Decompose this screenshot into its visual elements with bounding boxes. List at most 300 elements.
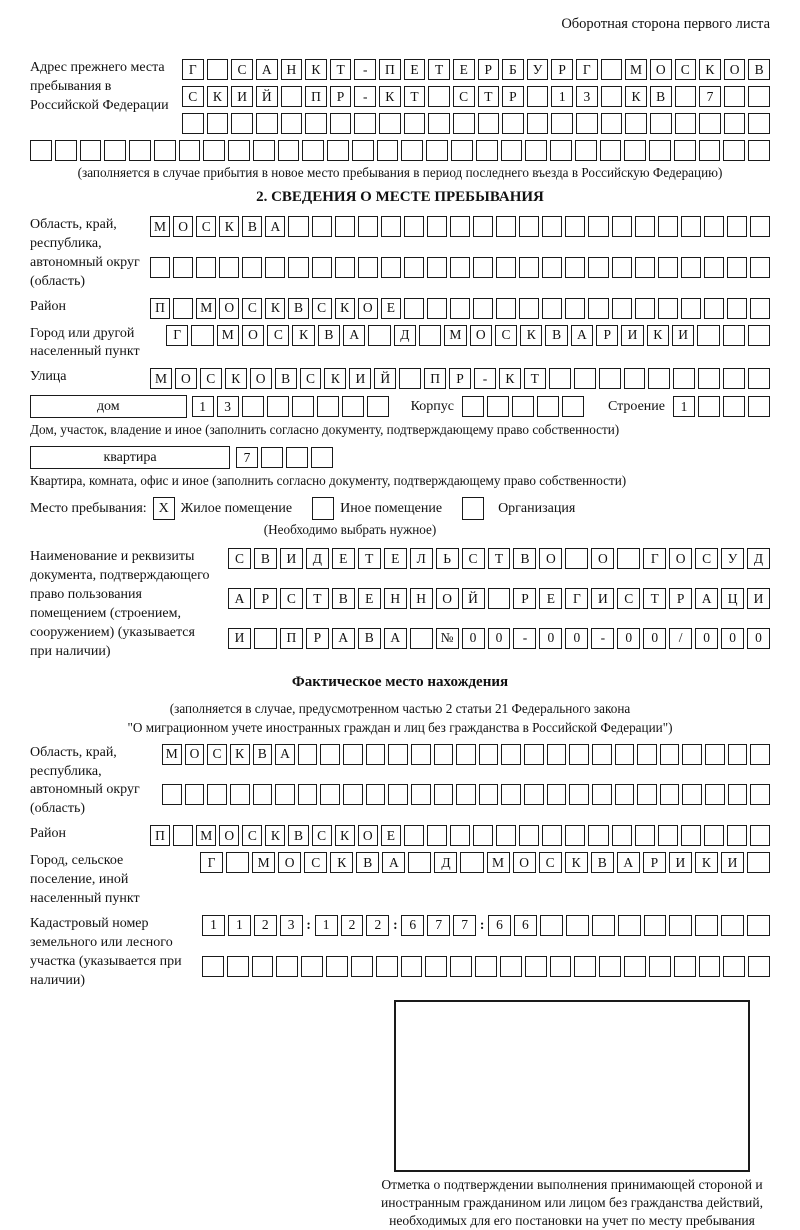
- char-cell[interactable]: [519, 257, 539, 278]
- char-cell[interactable]: Г: [182, 59, 204, 80]
- char-cell[interactable]: 6: [488, 915, 511, 936]
- char-cell[interactable]: О: [358, 298, 378, 319]
- char-cell[interactable]: [207, 59, 229, 80]
- char-cell[interactable]: А: [275, 744, 295, 765]
- char-cell[interactable]: [500, 956, 522, 977]
- char-cell[interactable]: -: [474, 368, 496, 389]
- char-cell[interactable]: Р: [596, 325, 618, 346]
- char-cell[interactable]: [388, 784, 408, 805]
- char-cell[interactable]: Р: [513, 588, 536, 609]
- char-cell[interactable]: [150, 257, 170, 278]
- char-cell[interactable]: Е: [453, 59, 475, 80]
- char-cell[interactable]: [276, 956, 298, 977]
- char-cell[interactable]: [750, 784, 770, 805]
- char-cell[interactable]: [242, 396, 264, 417]
- char-cell[interactable]: [704, 257, 724, 278]
- char-cell[interactable]: [704, 216, 724, 237]
- char-cell[interactable]: А: [695, 588, 718, 609]
- char-cell[interactable]: К: [699, 59, 721, 80]
- char-cell[interactable]: [592, 915, 615, 936]
- char-cell[interactable]: [408, 852, 431, 873]
- char-cell[interactable]: [425, 956, 447, 977]
- char-cell[interactable]: С: [200, 368, 222, 389]
- char-cell[interactable]: М: [162, 744, 182, 765]
- char-cell[interactable]: [674, 140, 696, 161]
- char-cell[interactable]: [542, 825, 562, 846]
- char-cell[interactable]: А: [617, 852, 640, 873]
- char-cell[interactable]: П: [305, 86, 327, 107]
- char-cell[interactable]: О: [219, 298, 239, 319]
- char-cell[interactable]: О: [669, 548, 692, 569]
- char-cell[interactable]: С: [495, 325, 517, 346]
- char-cell[interactable]: [612, 216, 632, 237]
- char-cell[interactable]: [252, 956, 274, 977]
- char-cell[interactable]: -: [354, 59, 376, 80]
- char-cell[interactable]: [320, 784, 340, 805]
- char-cell[interactable]: [537, 396, 559, 417]
- char-cell[interactable]: К: [305, 59, 327, 80]
- char-cell[interactable]: И: [747, 588, 770, 609]
- char-cell[interactable]: [723, 325, 745, 346]
- char-cell[interactable]: [635, 298, 655, 319]
- char-cell[interactable]: [320, 744, 340, 765]
- char-cell[interactable]: [637, 744, 657, 765]
- char-cell[interactable]: [728, 784, 748, 805]
- char-cell[interactable]: [354, 113, 376, 134]
- char-cell[interactable]: 6: [514, 915, 537, 936]
- char-cell[interactable]: [404, 825, 424, 846]
- char-cell[interactable]: С: [182, 86, 204, 107]
- char-cell[interactable]: [699, 956, 721, 977]
- char-cell[interactable]: [748, 956, 770, 977]
- char-cell[interactable]: К: [647, 325, 669, 346]
- char-cell[interactable]: Г: [565, 588, 588, 609]
- char-cell[interactable]: М: [444, 325, 466, 346]
- char-cell[interactable]: [588, 257, 608, 278]
- char-cell[interactable]: А: [256, 59, 278, 80]
- char-cell[interactable]: [335, 257, 355, 278]
- char-cell[interactable]: [456, 784, 476, 805]
- char-cell[interactable]: [191, 325, 213, 346]
- char-cell[interactable]: [476, 140, 498, 161]
- char-cell[interactable]: [551, 113, 573, 134]
- char-cell[interactable]: [675, 86, 697, 107]
- char-cell[interactable]: В: [253, 744, 273, 765]
- char-cell[interactable]: Д: [306, 548, 329, 569]
- char-cell[interactable]: [675, 113, 697, 134]
- char-cell[interactable]: [479, 744, 499, 765]
- char-cell[interactable]: [281, 86, 303, 107]
- char-cell[interactable]: [404, 216, 424, 237]
- char-cell[interactable]: П: [280, 628, 303, 649]
- char-cell[interactable]: [660, 744, 680, 765]
- char-cell[interactable]: Р: [478, 59, 500, 80]
- char-cell[interactable]: С: [196, 216, 216, 237]
- char-cell[interactable]: Т: [306, 588, 329, 609]
- char-cell[interactable]: [601, 113, 623, 134]
- char-cell[interactable]: 0: [617, 628, 640, 649]
- char-cell[interactable]: И: [280, 548, 303, 569]
- char-cell[interactable]: К: [230, 744, 250, 765]
- char-cell[interactable]: [450, 216, 470, 237]
- char-cell[interactable]: В: [545, 325, 567, 346]
- char-cell[interactable]: [624, 140, 646, 161]
- char-cell[interactable]: В: [288, 298, 308, 319]
- char-cell[interactable]: [565, 825, 585, 846]
- char-cell[interactable]: К: [207, 86, 229, 107]
- char-cell[interactable]: [748, 325, 770, 346]
- char-cell[interactable]: [173, 298, 193, 319]
- char-cell[interactable]: [379, 113, 401, 134]
- char-cell[interactable]: [635, 825, 655, 846]
- char-cell[interactable]: [388, 744, 408, 765]
- char-cell[interactable]: [574, 368, 596, 389]
- char-cell[interactable]: [343, 744, 363, 765]
- char-cell[interactable]: [542, 216, 562, 237]
- char-cell[interactable]: [674, 956, 696, 977]
- char-cell[interactable]: 1: [673, 396, 695, 417]
- char-cell[interactable]: [479, 784, 499, 805]
- char-cell[interactable]: [286, 447, 308, 468]
- char-cell[interactable]: [658, 825, 678, 846]
- char-cell[interactable]: 0: [488, 628, 511, 649]
- char-cell[interactable]: [253, 784, 273, 805]
- char-cell[interactable]: [747, 915, 770, 936]
- char-cell[interactable]: [428, 86, 450, 107]
- char-cell[interactable]: [728, 744, 748, 765]
- char-cell[interactable]: 0: [695, 628, 718, 649]
- char-cell[interactable]: [278, 140, 300, 161]
- char-cell[interactable]: К: [379, 86, 401, 107]
- char-cell[interactable]: [311, 447, 333, 468]
- char-cell[interactable]: Т: [643, 588, 666, 609]
- char-cell[interactable]: [267, 396, 289, 417]
- char-cell[interactable]: [227, 956, 249, 977]
- char-cell[interactable]: [550, 956, 572, 977]
- char-cell[interactable]: О: [175, 368, 197, 389]
- char-cell[interactable]: [637, 784, 657, 805]
- char-cell[interactable]: И: [672, 325, 694, 346]
- char-cell[interactable]: С: [617, 588, 640, 609]
- char-cell[interactable]: И: [721, 852, 744, 873]
- char-cell[interactable]: С: [695, 548, 718, 569]
- char-cell[interactable]: И: [231, 86, 253, 107]
- char-cell[interactable]: [502, 113, 524, 134]
- char-cell[interactable]: Е: [381, 825, 401, 846]
- char-cell[interactable]: [599, 956, 621, 977]
- char-cell[interactable]: В: [332, 588, 355, 609]
- char-cell[interactable]: [342, 396, 364, 417]
- char-cell[interactable]: [228, 140, 250, 161]
- char-cell[interactable]: [473, 257, 493, 278]
- char-cell[interactable]: Р: [502, 86, 524, 107]
- char-cell[interactable]: [173, 825, 193, 846]
- char-cell[interactable]: [381, 257, 401, 278]
- char-cell[interactable]: [699, 140, 721, 161]
- char-cell[interactable]: Е: [358, 588, 381, 609]
- char-cell[interactable]: [434, 744, 454, 765]
- char-cell[interactable]: [601, 59, 623, 80]
- char-cell[interactable]: В: [358, 628, 381, 649]
- char-cell[interactable]: [727, 257, 747, 278]
- char-cell[interactable]: [525, 140, 547, 161]
- char-cell[interactable]: К: [565, 852, 588, 873]
- char-cell[interactable]: П: [424, 368, 446, 389]
- char-cell[interactable]: [644, 915, 667, 936]
- char-cell[interactable]: [592, 784, 612, 805]
- char-cell[interactable]: А: [265, 216, 285, 237]
- char-cell[interactable]: /: [669, 628, 692, 649]
- char-cell[interactable]: [724, 86, 746, 107]
- char-cell[interactable]: -: [513, 628, 536, 649]
- char-cell[interactable]: [473, 298, 493, 319]
- char-cell[interactable]: К: [225, 368, 247, 389]
- char-cell[interactable]: 1: [192, 396, 214, 417]
- char-cell[interactable]: [660, 784, 680, 805]
- char-cell[interactable]: К: [324, 368, 346, 389]
- char-cell[interactable]: [649, 140, 671, 161]
- char-cell[interactable]: [527, 86, 549, 107]
- char-cell[interactable]: [488, 588, 511, 609]
- char-cell[interactable]: [368, 325, 390, 346]
- char-cell[interactable]: М: [217, 325, 239, 346]
- char-cell[interactable]: [525, 956, 547, 977]
- char-cell[interactable]: [519, 216, 539, 237]
- char-cell[interactable]: [748, 86, 770, 107]
- char-cell[interactable]: 1: [551, 86, 573, 107]
- char-cell[interactable]: [451, 140, 473, 161]
- char-cell[interactable]: [750, 257, 770, 278]
- char-cell[interactable]: [704, 825, 724, 846]
- char-cell[interactable]: О: [470, 325, 492, 346]
- char-cell[interactable]: [366, 744, 386, 765]
- char-cell[interactable]: А: [332, 628, 355, 649]
- char-cell[interactable]: [698, 368, 720, 389]
- char-cell[interactable]: Р: [254, 588, 277, 609]
- char-cell[interactable]: Т: [524, 368, 546, 389]
- char-cell[interactable]: [658, 298, 678, 319]
- char-cell[interactable]: [658, 257, 678, 278]
- char-cell[interactable]: [427, 257, 447, 278]
- char-cell[interactable]: [419, 325, 441, 346]
- char-cell[interactable]: Р: [449, 368, 471, 389]
- char-cell[interactable]: [542, 257, 562, 278]
- char-cell[interactable]: Д: [747, 548, 770, 569]
- char-cell[interactable]: [265, 257, 285, 278]
- char-cell[interactable]: К: [499, 368, 521, 389]
- char-cell[interactable]: К: [520, 325, 542, 346]
- char-cell[interactable]: А: [228, 588, 251, 609]
- char-cell[interactable]: [549, 368, 571, 389]
- char-cell[interactable]: 1: [315, 915, 338, 936]
- char-cell[interactable]: [202, 956, 224, 977]
- char-cell[interactable]: С: [312, 825, 332, 846]
- char-cell[interactable]: [185, 784, 205, 805]
- char-cell[interactable]: О: [278, 852, 301, 873]
- char-cell[interactable]: [723, 140, 745, 161]
- char-cell[interactable]: [292, 396, 314, 417]
- char-cell[interactable]: К: [265, 298, 285, 319]
- char-cell[interactable]: Т: [358, 548, 381, 569]
- char-cell[interactable]: [312, 216, 332, 237]
- char-cell[interactable]: [358, 257, 378, 278]
- char-cell[interactable]: Г: [643, 548, 666, 569]
- char-cell[interactable]: [302, 140, 324, 161]
- char-cell[interactable]: О: [724, 59, 746, 80]
- char-cell[interactable]: П: [150, 825, 170, 846]
- char-cell[interactable]: [231, 113, 253, 134]
- char-cell[interactable]: [698, 396, 720, 417]
- char-cell[interactable]: [462, 396, 484, 417]
- char-cell[interactable]: [747, 852, 770, 873]
- char-cell[interactable]: Т: [488, 548, 511, 569]
- char-cell[interactable]: И: [591, 588, 614, 609]
- char-cell[interactable]: [478, 113, 500, 134]
- char-cell[interactable]: Й: [462, 588, 485, 609]
- char-cell[interactable]: [381, 216, 401, 237]
- char-cell[interactable]: И: [621, 325, 643, 346]
- char-cell[interactable]: [727, 298, 747, 319]
- char-cell[interactable]: Т: [478, 86, 500, 107]
- char-cell[interactable]: [681, 257, 701, 278]
- char-cell[interactable]: Б: [502, 59, 524, 80]
- char-cell[interactable]: [275, 784, 295, 805]
- char-cell[interactable]: [453, 113, 475, 134]
- char-cell[interactable]: 7: [236, 447, 258, 468]
- char-cell[interactable]: [519, 825, 539, 846]
- char-cell[interactable]: 6: [401, 915, 424, 936]
- char-cell[interactable]: [724, 113, 746, 134]
- char-cell[interactable]: Е: [384, 548, 407, 569]
- char-cell[interactable]: [254, 628, 277, 649]
- char-cell[interactable]: [542, 298, 562, 319]
- char-cell[interactable]: [162, 784, 182, 805]
- char-cell[interactable]: -: [591, 628, 614, 649]
- char-cell[interactable]: 3: [217, 396, 239, 417]
- char-cell[interactable]: 7: [453, 915, 476, 936]
- char-cell[interactable]: [635, 257, 655, 278]
- char-cell[interactable]: С: [242, 825, 262, 846]
- char-cell[interactable]: [723, 956, 745, 977]
- char-cell[interactable]: [343, 784, 363, 805]
- char-cell[interactable]: [565, 298, 585, 319]
- char-cell[interactable]: Т: [428, 59, 450, 80]
- char-cell[interactable]: [434, 784, 454, 805]
- char-cell[interactable]: [404, 113, 426, 134]
- char-cell[interactable]: С: [280, 588, 303, 609]
- char-cell[interactable]: [450, 825, 470, 846]
- char-cell[interactable]: О: [513, 852, 536, 873]
- char-cell[interactable]: [512, 396, 534, 417]
- char-cell[interactable]: В: [591, 852, 614, 873]
- char-cell[interactable]: [496, 257, 516, 278]
- char-cell[interactable]: [547, 744, 567, 765]
- char-cell[interactable]: [588, 298, 608, 319]
- char-cell[interactable]: [575, 140, 597, 161]
- char-cell[interactable]: Н: [410, 588, 433, 609]
- char-cell[interactable]: [699, 113, 721, 134]
- char-cell[interactable]: [721, 915, 744, 936]
- char-cell[interactable]: [501, 140, 523, 161]
- char-cell[interactable]: [399, 368, 421, 389]
- char-cell[interactable]: [565, 216, 585, 237]
- char-cell[interactable]: [129, 140, 151, 161]
- char-cell[interactable]: С: [207, 744, 227, 765]
- char-cell[interactable]: [527, 113, 549, 134]
- char-cell[interactable]: [681, 825, 701, 846]
- char-cell[interactable]: [253, 140, 275, 161]
- char-cell[interactable]: [625, 113, 647, 134]
- char-cell[interactable]: А: [382, 852, 405, 873]
- char-cell[interactable]: [501, 744, 521, 765]
- char-cell[interactable]: [80, 140, 102, 161]
- char-cell[interactable]: [682, 744, 702, 765]
- char-cell[interactable]: [335, 216, 355, 237]
- char-cell[interactable]: М: [625, 59, 647, 80]
- char-cell[interactable]: Ц: [721, 588, 744, 609]
- char-cell[interactable]: [330, 113, 352, 134]
- char-cell[interactable]: [648, 368, 670, 389]
- char-cell[interactable]: С: [228, 548, 251, 569]
- char-cell[interactable]: [377, 140, 399, 161]
- char-cell[interactable]: 0: [721, 628, 744, 649]
- char-cell[interactable]: 2: [366, 915, 389, 936]
- char-cell[interactable]: [519, 298, 539, 319]
- char-cell[interactable]: [705, 784, 725, 805]
- char-cell[interactable]: [411, 744, 431, 765]
- char-cell[interactable]: К: [335, 298, 355, 319]
- char-cell[interactable]: [723, 368, 745, 389]
- char-cell[interactable]: С: [462, 548, 485, 569]
- char-cell[interactable]: [312, 257, 332, 278]
- char-cell[interactable]: В: [288, 825, 308, 846]
- char-cell[interactable]: [404, 298, 424, 319]
- char-cell[interactable]: [565, 548, 588, 569]
- char-cell[interactable]: [173, 257, 193, 278]
- char-cell[interactable]: Р: [306, 628, 329, 649]
- char-cell[interactable]: О: [250, 368, 272, 389]
- char-cell[interactable]: Д: [434, 852, 457, 873]
- char-cell[interactable]: [612, 257, 632, 278]
- char-cell[interactable]: [473, 216, 493, 237]
- char-cell[interactable]: М: [252, 852, 275, 873]
- char-cell[interactable]: [524, 784, 544, 805]
- char-cell[interactable]: [298, 744, 318, 765]
- char-cell[interactable]: И: [228, 628, 251, 649]
- char-cell[interactable]: [588, 216, 608, 237]
- char-cell[interactable]: [600, 140, 622, 161]
- char-cell[interactable]: [748, 113, 770, 134]
- char-cell[interactable]: [501, 784, 521, 805]
- char-cell[interactable]: [727, 825, 747, 846]
- char-cell[interactable]: В: [254, 548, 277, 569]
- char-cell[interactable]: Р: [643, 852, 666, 873]
- char-cell[interactable]: [55, 140, 77, 161]
- char-cell[interactable]: С: [675, 59, 697, 80]
- char-cell[interactable]: [30, 140, 52, 161]
- char-cell[interactable]: [305, 113, 327, 134]
- char-cell[interactable]: Й: [374, 368, 396, 389]
- char-cell[interactable]: М: [487, 852, 510, 873]
- char-cell[interactable]: [547, 784, 567, 805]
- char-cell[interactable]: 0: [643, 628, 666, 649]
- char-cell[interactable]: №: [436, 628, 459, 649]
- char-cell[interactable]: [612, 825, 632, 846]
- char-cell[interactable]: О: [539, 548, 562, 569]
- char-cell[interactable]: [599, 368, 621, 389]
- char-cell[interactable]: [612, 298, 632, 319]
- char-cell[interactable]: О: [436, 588, 459, 609]
